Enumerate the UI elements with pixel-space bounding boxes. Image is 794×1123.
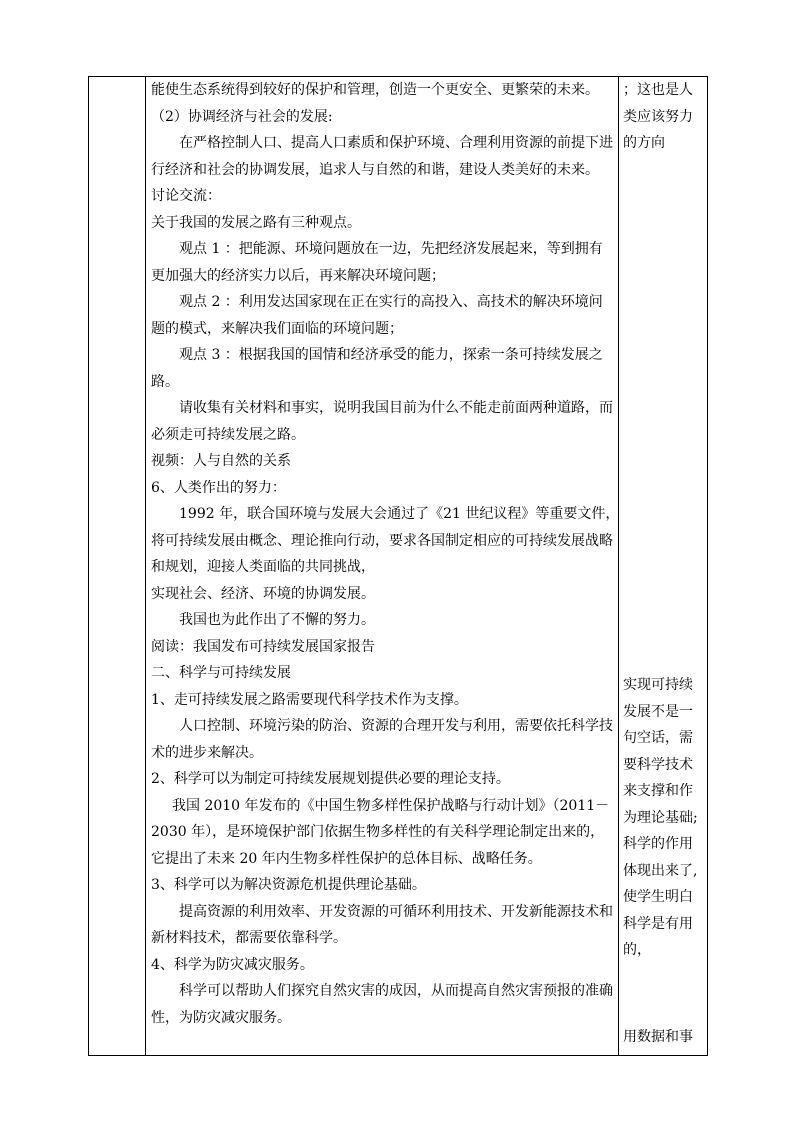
text-line: 观点 2 ：利用发达国家现在正在实行的高投入、高技术的解决环境问 xyxy=(179,294,603,310)
text-line: 观点 1 ：把能源、环境问题放在一边，先把经济发展起来，等到拥有 xyxy=(179,241,603,257)
text-line: 必须走可持续发展之路。 xyxy=(151,426,305,443)
text-line: 4、科学为防灾减灾服务。 xyxy=(151,956,314,973)
text-line: 将可持续发展由概念、理论推向行动，要求各国制定相应的可持续发展战略 xyxy=(151,532,613,549)
text-line: 术的进步来解决。 xyxy=(151,744,263,761)
note-line: 句空话，需 xyxy=(623,730,693,746)
note-line: 实现可持续 xyxy=(623,677,693,693)
text-line: 讨论交流： xyxy=(151,188,221,204)
column-divider-right xyxy=(618,77,619,1055)
note-line: 用数据和事 xyxy=(623,1029,693,1045)
text-line: 实现社会、经济、环境的协调发展。 xyxy=(151,585,375,602)
column-divider-left xyxy=(145,77,146,1055)
text-line: 科学可以帮助人们探究自然灾害的成因，从而提高自然灾害预报的准确 xyxy=(179,983,613,999)
text-line: 我国也为此作出了不懈的努力。 xyxy=(179,612,375,628)
note-line: 为理论基础; xyxy=(623,809,698,826)
text-line: 提高资源的利用效率、开发资源的可循环利用技术、开发新能源技术和 xyxy=(179,903,613,920)
text-line: 2、科学可以为制定可持续发展规划提供必要的理论支持。 xyxy=(151,771,510,787)
text-line: 2030 年），是环境保护部门依据生物多样性的有关科学理论制定出来的， xyxy=(151,824,605,840)
text-line: 性，为防灾减灾服务。 xyxy=(151,1009,291,1026)
text-line: 新材料技术，都需要依靠科学。 xyxy=(151,930,347,946)
text-line: 1992 年，联合国环境与发展大会通过了《21 世纪议程》等重要文件， xyxy=(179,506,620,522)
note-line: ；这也是人 xyxy=(623,82,693,98)
text-line: 关于我国的发展之路有三种观点。 xyxy=(151,214,361,231)
text-line: 观点 3 ：根据我国的国情和经济承受的能力，探索一条可持续发展之 xyxy=(179,347,603,363)
note-line: 要科学技术 xyxy=(623,756,693,773)
note-line: 使学生明白 xyxy=(623,889,693,905)
text-line: 6、人类作出的努力： xyxy=(151,479,286,496)
note-line: 发展不是一 xyxy=(623,703,693,720)
note-line: 的方向 xyxy=(623,135,665,151)
text-line: 二、科学与可持续发展 xyxy=(151,665,291,681)
note-line: 来支撑和作 xyxy=(623,783,693,799)
text-line: 它提出了未来 20 年内生物多样性保护的总体目标、战略任务。 xyxy=(151,850,542,867)
text-line: 更加强大的经济实力以后，再来解决环境问题； xyxy=(151,267,445,284)
note-line: 科学是有用 xyxy=(623,915,693,932)
note-line: 的， xyxy=(623,942,651,958)
text-line: 路。 xyxy=(151,373,179,390)
text-line: 能使生态系统得到较好的保护和管理，创造一个更安全、更繁荣的未来。 xyxy=(151,82,599,98)
text-line: 和规划，迎接人类面临的共同挑战， xyxy=(151,559,375,575)
text-line: 人口控制、环境污染的防治、资源的合理开发与利用，需要依托科学技 xyxy=(179,718,613,734)
text-line: 3、科学可以为解决资源危机提供理论基础。 xyxy=(151,877,426,893)
text-line: 行经济和社会的协调发展，追求人与自然的和谐，建设人类美好的未来。 xyxy=(151,161,599,178)
note-line: 类应该努力 xyxy=(623,108,693,125)
text-line: 题的模式，来解决我们面临的环境问题； xyxy=(151,320,403,337)
note-line: 科学的作用 xyxy=(623,836,693,852)
text-line: （2）协调经济与社会的发展: xyxy=(151,108,333,125)
text-line: 请收集有关材料和事实，说明我国目前为什么不能走前面两种道路，而 xyxy=(179,400,613,416)
note-line: 体现出来了, xyxy=(623,862,698,879)
text-line: 阅读：我国发布可持续发展国家报告 xyxy=(151,638,375,655)
text-line: 在严格控制人口、提高人口素质和保护环境、合理利用资源的前提下进 xyxy=(179,135,613,151)
text-line: 视频：人与自然的关系 xyxy=(151,453,291,469)
text-line: 1、走可持续发展之路需要现代科学技术作为支撑。 xyxy=(151,691,468,708)
lesson-table xyxy=(88,76,708,1056)
text-line: 我国 2010 年发布的《中国生物多样性保护战略与行动计划》（2011－ xyxy=(172,797,610,814)
